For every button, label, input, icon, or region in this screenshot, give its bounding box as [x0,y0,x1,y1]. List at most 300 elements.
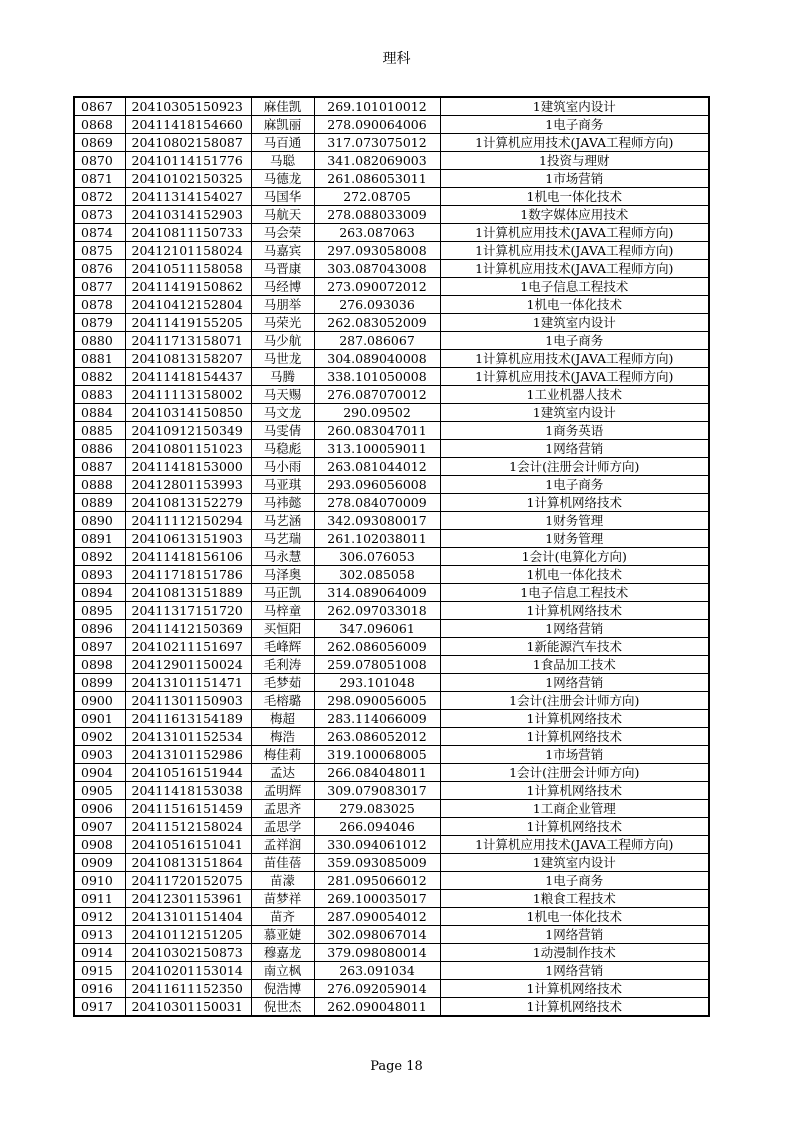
exam-id-cell: 20410813152279 [125,494,251,512]
exam-id-cell: 20410301150031 [125,998,251,1017]
score-cell: 263.091034 [314,962,440,980]
student-name-cell: 马荣光 [251,314,314,332]
major-cell: 1网络营销 [440,440,709,458]
exam-id-cell: 20412801153993 [125,476,251,494]
row-number-cell: 0900 [74,692,125,710]
student-name-cell: 苗梦祥 [251,890,314,908]
major-cell: 1计算机应用技术(JAVA工程师方向) [440,260,709,278]
table-row [74,620,709,638]
exam-id-cell: 20411713158071 [125,332,251,350]
row-number-cell: 0915 [74,962,125,980]
table-row [74,710,709,728]
score-cell: 266.094046 [314,818,440,836]
exam-id-cell: 20410201153014 [125,962,251,980]
exam-id-cell: 20410813158207 [125,350,251,368]
major-cell: 1计算机应用技术(JAVA工程师方向) [440,836,709,854]
student-name-cell: 马稳彪 [251,440,314,458]
student-name-cell: 毛梦茹 [251,674,314,692]
major-cell: 1计算机应用技术(JAVA工程师方向) [440,350,709,368]
major-cell: 1网络营销 [440,620,709,638]
score-cell: 273.090072012 [314,278,440,296]
score-cell: 302.085058 [314,566,440,584]
row-number-cell: 0908 [74,836,125,854]
row-number-cell: 0914 [74,944,125,962]
table-row [74,980,709,998]
row-number-cell: 0903 [74,746,125,764]
table-row [74,97,709,116]
student-name-cell: 毛利涛 [251,656,314,674]
major-cell: 1建筑室内设计 [440,97,709,116]
table-row [74,674,709,692]
student-name-cell: 梅超 [251,710,314,728]
major-cell: 1机电一体化技术 [440,296,709,314]
table-row [74,296,709,314]
exam-id-cell: 20410102150325 [125,170,251,188]
student-name-cell: 梅佳莉 [251,746,314,764]
student-name-cell: 倪浩博 [251,980,314,998]
table-row [74,332,709,350]
student-name-cell: 马天赐 [251,386,314,404]
row-number-cell: 0869 [74,134,125,152]
major-cell: 1电子信息工程技术 [440,278,709,296]
row-number-cell: 0873 [74,206,125,224]
score-cell: 287.090054012 [314,908,440,926]
score-cell: 297.093058008 [314,242,440,260]
row-number-cell: 0870 [74,152,125,170]
exam-id-cell: 20410802158087 [125,134,251,152]
major-cell: 1计算机应用技术(JAVA工程师方向) [440,224,709,242]
table-row [74,458,709,476]
table-row [74,188,709,206]
exam-id-cell: 20411512158024 [125,818,251,836]
table-row [74,386,709,404]
score-cell: 283.114066009 [314,710,440,728]
table-row [74,890,709,908]
table-row [74,692,709,710]
row-number-cell: 0917 [74,998,125,1017]
score-cell: 266.084048011 [314,764,440,782]
exam-id-cell: 20411418153000 [125,458,251,476]
student-name-cell: 孟达 [251,764,314,782]
score-cell: 298.090056005 [314,692,440,710]
score-cell: 276.093036 [314,296,440,314]
row-number-cell: 0906 [74,800,125,818]
page-title: 理科 [382,51,411,67]
major-cell: 1粮食工程技术 [440,890,709,908]
score-cell: 261.102038011 [314,530,440,548]
score-cell: 338.101050008 [314,368,440,386]
exam-id-cell: 20410211151697 [125,638,251,656]
row-number-cell: 0885 [74,422,125,440]
row-number-cell: 0867 [74,97,125,116]
score-cell: 278.084070009 [314,494,440,512]
major-cell: 1工商企业管理 [440,800,709,818]
student-name-cell: 马嘉宾 [251,242,314,260]
major-cell: 1动漫制作技术 [440,944,709,962]
score-cell: 259.078051008 [314,656,440,674]
student-name-cell: 马祎懿 [251,494,314,512]
table-body [74,97,709,1016]
major-cell: 1机电一体化技术 [440,908,709,926]
table-row [74,134,709,152]
student-name-cell: 马泽奥 [251,566,314,584]
row-number-cell: 0882 [74,368,125,386]
major-cell: 1电子商务 [440,872,709,890]
major-cell: 1工业机器人技术 [440,386,709,404]
exam-id-cell: 20412301153961 [125,890,251,908]
student-name-cell: 南立枫 [251,962,314,980]
score-cell: 304.089040008 [314,350,440,368]
student-name-cell: 马雯倩 [251,422,314,440]
table-row [74,728,709,746]
table-row [74,530,709,548]
row-number-cell: 0913 [74,926,125,944]
student-name-cell: 苗佳蓓 [251,854,314,872]
score-cell: 306.076053 [314,548,440,566]
row-number-cell: 0890 [74,512,125,530]
exam-id-cell: 20411317151720 [125,602,251,620]
score-cell: 278.090064006 [314,116,440,134]
score-cell: 302.098067014 [314,926,440,944]
score-cell: 263.086052012 [314,728,440,746]
table-row [74,152,709,170]
major-cell: 1电子商务 [440,116,709,134]
student-name-cell: 孟祥润 [251,836,314,854]
major-cell: 1计算机应用技术(JAVA工程师方向) [440,368,709,386]
student-name-cell: 苗齐 [251,908,314,926]
table-row [74,764,709,782]
table-row [74,800,709,818]
student-name-cell: 苗濛 [251,872,314,890]
major-cell: 1计算机网络技术 [440,728,709,746]
row-number-cell: 0888 [74,476,125,494]
student-name-cell: 马世龙 [251,350,314,368]
score-cell: 279.083025 [314,800,440,818]
table-row [74,224,709,242]
row-number-cell: 0880 [74,332,125,350]
exam-id-cell: 20411314154027 [125,188,251,206]
exam-id-cell: 20411720152075 [125,872,251,890]
score-cell: 278.088033009 [314,206,440,224]
student-name-cell: 马正凯 [251,584,314,602]
major-cell: 1建筑室内设计 [440,404,709,422]
table-row [74,566,709,584]
row-number-cell: 0876 [74,260,125,278]
exam-id-cell: 20413101152986 [125,746,251,764]
table-row [74,926,709,944]
score-cell: 261.086053011 [314,170,440,188]
row-number-cell: 0897 [74,638,125,656]
major-cell: 1计算机网络技术 [440,494,709,512]
student-name-cell: 毛榕璐 [251,692,314,710]
admission-table [73,96,710,1017]
row-number-cell: 0892 [74,548,125,566]
major-cell: 1会计(注册会计师方向) [440,692,709,710]
student-name-cell: 马晋康 [251,260,314,278]
row-number-cell: 0886 [74,440,125,458]
student-name-cell: 麻佳凯 [251,97,314,116]
exam-id-cell: 20410801151023 [125,440,251,458]
score-cell: 317.073075012 [314,134,440,152]
row-number-cell: 0872 [74,188,125,206]
score-cell: 293.096056008 [314,476,440,494]
table-row [74,422,709,440]
score-cell: 276.092059014 [314,980,440,998]
exam-id-cell: 20412101158024 [125,242,251,260]
exam-id-cell: 20410813151864 [125,854,251,872]
student-name-cell: 马聪 [251,152,314,170]
major-cell: 1网络营销 [440,926,709,944]
major-cell: 1机电一体化技术 [440,566,709,584]
score-cell: 314.089064009 [314,584,440,602]
row-number-cell: 0902 [74,728,125,746]
major-cell: 1计算机网络技术 [440,602,709,620]
row-number-cell: 0868 [74,116,125,134]
student-name-cell: 麻凯丽 [251,116,314,134]
exam-id-cell: 20410516151041 [125,836,251,854]
table-row [74,170,709,188]
student-name-cell: 马腾 [251,368,314,386]
major-cell: 1会计(电算化方向) [440,548,709,566]
table-row [74,782,709,800]
score-cell: 342.093080017 [314,512,440,530]
score-cell: 262.086056009 [314,638,440,656]
student-name-cell: 毛峰辉 [251,638,314,656]
exam-id-cell: 20411418153038 [125,782,251,800]
row-number-cell: 0907 [74,818,125,836]
row-number-cell: 0877 [74,278,125,296]
row-number-cell: 0889 [74,494,125,512]
major-cell: 1计算机网络技术 [440,998,709,1017]
row-number-cell: 0894 [74,584,125,602]
row-number-cell: 0912 [74,908,125,926]
major-cell: 1财务管理 [440,512,709,530]
row-number-cell: 0874 [74,224,125,242]
table-row [74,584,709,602]
score-cell: 287.086067 [314,332,440,350]
exam-id-cell: 20410305150923 [125,97,251,116]
table-row [74,260,709,278]
row-number-cell: 0910 [74,872,125,890]
score-cell: 319.100068005 [314,746,440,764]
exam-id-cell: 20410912150349 [125,422,251,440]
score-cell: 379.098080014 [314,944,440,962]
table-row [74,404,709,422]
exam-id-cell: 20411611152350 [125,980,251,998]
table-row [74,854,709,872]
table-row [74,242,709,260]
exam-id-cell: 20411113158002 [125,386,251,404]
table-row [74,656,709,674]
student-name-cell: 马会荣 [251,224,314,242]
table-row [74,746,709,764]
score-cell: 262.083052009 [314,314,440,332]
exam-id-cell: 20411418156106 [125,548,251,566]
table-row [74,512,709,530]
exam-id-cell: 20411516151459 [125,800,251,818]
major-cell: 1网络营销 [440,962,709,980]
table-row [74,476,709,494]
major-cell: 1市场营销 [440,170,709,188]
page-number: Page 18 [370,1059,423,1074]
table-row [74,350,709,368]
table-row [74,548,709,566]
score-cell: 341.082069003 [314,152,440,170]
major-cell: 1计算机网络技术 [440,980,709,998]
table-row [74,944,709,962]
table-row [74,368,709,386]
student-name-cell: 马永慧 [251,548,314,566]
student-name-cell: 马朋举 [251,296,314,314]
student-name-cell: 梅浩 [251,728,314,746]
table-row [74,116,709,134]
student-name-cell: 马航天 [251,206,314,224]
exam-id-cell: 20410314152903 [125,206,251,224]
row-number-cell: 0901 [74,710,125,728]
score-cell: 281.095066012 [314,872,440,890]
row-number-cell: 0893 [74,566,125,584]
student-name-cell: 马少航 [251,332,314,350]
major-cell: 1计算机网络技术 [440,710,709,728]
exam-id-cell: 20411419155205 [125,314,251,332]
exam-id-cell: 20410811150733 [125,224,251,242]
major-cell: 1电子商务 [440,332,709,350]
row-number-cell: 0879 [74,314,125,332]
table-row [74,206,709,224]
student-name-cell: 孟明辉 [251,782,314,800]
exam-id-cell: 20411718151786 [125,566,251,584]
exam-id-cell: 20410314150850 [125,404,251,422]
major-cell: 1商务英语 [440,422,709,440]
exam-id-cell: 20411412150369 [125,620,251,638]
major-cell: 1计算机应用技术(JAVA工程师方向) [440,134,709,152]
exam-id-cell: 20410516151944 [125,764,251,782]
major-cell: 1建筑室内设计 [440,854,709,872]
table-row [74,872,709,890]
row-number-cell: 0881 [74,350,125,368]
score-cell: 359.093085009 [314,854,440,872]
exam-id-cell: 20410114151776 [125,152,251,170]
major-cell: 1计算机网络技术 [440,782,709,800]
score-cell: 269.100035017 [314,890,440,908]
score-cell: 272.08705 [314,188,440,206]
exam-id-cell: 20410511158058 [125,260,251,278]
table-row [74,908,709,926]
major-cell: 1市场营销 [440,746,709,764]
score-cell: 262.097033018 [314,602,440,620]
row-number-cell: 0896 [74,620,125,638]
table-row [74,836,709,854]
major-cell: 1计算机应用技术(JAVA工程师方向) [440,242,709,260]
table-row [74,638,709,656]
student-name-cell: 马德龙 [251,170,314,188]
score-cell: 303.087043008 [314,260,440,278]
score-cell: 260.083047011 [314,422,440,440]
row-number-cell: 0916 [74,980,125,998]
row-number-cell: 0909 [74,854,125,872]
score-cell: 293.101048 [314,674,440,692]
table-row [74,602,709,620]
table-row [74,962,709,980]
major-cell: 1食品加工技术 [440,656,709,674]
major-cell: 1投资与理财 [440,152,709,170]
student-name-cell: 马亚琪 [251,476,314,494]
row-number-cell: 0911 [74,890,125,908]
major-cell: 1电子信息工程技术 [440,584,709,602]
exam-id-cell: 20412901150024 [125,656,251,674]
major-cell: 1机电一体化技术 [440,188,709,206]
student-name-cell: 马小雨 [251,458,314,476]
row-number-cell: 0884 [74,404,125,422]
row-number-cell: 0887 [74,458,125,476]
student-name-cell: 马艺涵 [251,512,314,530]
major-cell: 1会计(注册会计师方向) [440,458,709,476]
score-cell: 309.079083017 [314,782,440,800]
score-cell: 313.100059011 [314,440,440,458]
exam-id-cell: 20410813151889 [125,584,251,602]
major-cell: 1会计(注册会计师方向) [440,764,709,782]
score-cell: 330.094061012 [314,836,440,854]
student-name-cell: 穆嘉龙 [251,944,314,962]
exam-id-cell: 20411418154437 [125,368,251,386]
row-number-cell: 0904 [74,764,125,782]
exam-id-cell: 20411613154189 [125,710,251,728]
table-row [74,998,709,1017]
student-name-cell: 慕亚婕 [251,926,314,944]
score-cell: 263.087063 [314,224,440,242]
major-cell: 1电子商务 [440,476,709,494]
exam-id-cell: 20413101151404 [125,908,251,926]
table-row [74,440,709,458]
major-cell: 1计算机网络技术 [440,818,709,836]
row-number-cell: 0891 [74,530,125,548]
row-number-cell: 0871 [74,170,125,188]
exam-id-cell: 20413101152534 [125,728,251,746]
student-name-cell: 马百通 [251,134,314,152]
exam-id-cell: 20410613151903 [125,530,251,548]
score-cell: 276.087070012 [314,386,440,404]
row-number-cell: 0878 [74,296,125,314]
exam-id-cell: 20410302150873 [125,944,251,962]
exam-id-cell: 20411418154660 [125,116,251,134]
student-name-cell: 孟思学 [251,818,314,836]
student-name-cell: 马艺瑞 [251,530,314,548]
exam-id-cell: 20413101151471 [125,674,251,692]
row-number-cell: 0905 [74,782,125,800]
table-row [74,314,709,332]
row-number-cell: 0895 [74,602,125,620]
row-number-cell: 0875 [74,242,125,260]
major-cell: 1财务管理 [440,530,709,548]
student-name-cell: 倪世杰 [251,998,314,1017]
row-number-cell: 0883 [74,386,125,404]
row-number-cell: 0899 [74,674,125,692]
score-cell: 263.081044012 [314,458,440,476]
score-cell: 347.096061 [314,620,440,638]
score-cell: 262.090048011 [314,998,440,1017]
exam-id-cell: 20411301150903 [125,692,251,710]
table-row [74,818,709,836]
score-cell: 269.101010012 [314,97,440,116]
major-cell: 1建筑室内设计 [440,314,709,332]
score-cell: 290.09502 [314,404,440,422]
major-cell: 1网络营销 [440,674,709,692]
table-row [74,494,709,512]
major-cell: 1数字媒体应用技术 [440,206,709,224]
table-row [74,278,709,296]
student-name-cell: 孟思齐 [251,800,314,818]
student-name-cell: 买恒阳 [251,620,314,638]
